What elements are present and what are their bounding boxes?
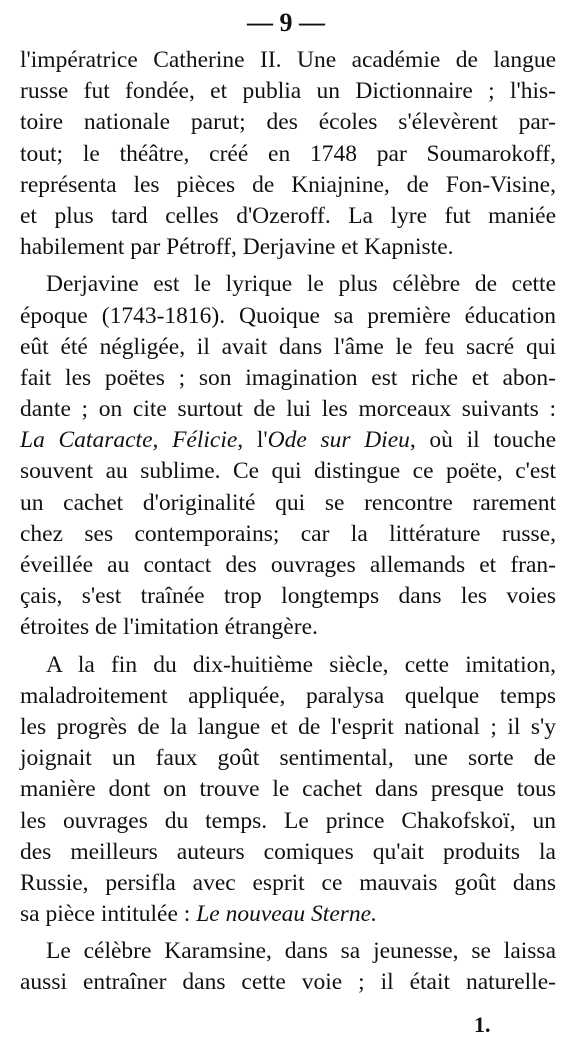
text-line: dante ; on cite surtout de lui les morceaux suivants : bbox=[20, 396, 556, 423]
text-line: maladroitement appliquée, paralysa quelque temps bbox=[20, 682, 556, 709]
work-title: Ode sur Dieu bbox=[267, 427, 410, 454]
text-line: russe fut fondée, et publia un Dictionnaire ; l'his- bbox=[20, 78, 556, 105]
text-line: des meilleurs auteurs comiques qu'ait produits la bbox=[20, 838, 556, 865]
page-number: — 9 — bbox=[247, 8, 325, 37]
work-title: Le nouveau Sterne. bbox=[196, 901, 377, 928]
text-line: çais, s'est traînée trop longtemps dans les voies bbox=[20, 583, 556, 610]
separator: , bbox=[152, 427, 173, 454]
paragraph-3 bbox=[20, 650, 556, 931]
text-line: fait les poëtes ; son imagination est riche et abon- bbox=[20, 364, 556, 391]
text-line: Le célèbre Karamsine, dans sa jeunesse, se laissa bbox=[46, 938, 556, 965]
text-line: éveillée au contact des ouvrages allemands et fran- bbox=[20, 552, 556, 578]
text-line: toire nationale parut; des écoles s'élevèrent par- bbox=[20, 109, 556, 136]
text-line-with-title bbox=[20, 899, 556, 930]
text-line-with-titles bbox=[20, 425, 556, 456]
text-line: les ouvrages du temps. Le prince Chakofskoï, un bbox=[20, 807, 556, 834]
text-line: étroites de l'imitation étrangère. bbox=[20, 614, 318, 641]
signature-mark: 1. bbox=[474, 1012, 491, 1037]
text-line: A la fin du dix-huitième siècle, cette imitation, bbox=[46, 651, 556, 678]
text-line: et plus tard celles d'Ozeroff. La lyre fut maniée bbox=[20, 202, 556, 229]
work-title: Félicie bbox=[172, 427, 238, 454]
text-line: chez ses contemporains; car la littérature russe, bbox=[20, 520, 556, 547]
text-line: époque (1743-1816). Quoique sa première éducation bbox=[20, 302, 556, 329]
line-prefix: sa pièce intitulée : bbox=[20, 901, 197, 928]
separator: , l' bbox=[237, 427, 268, 454]
text-line: souvent au sublime. Ce qui distingue ce poëte, c'est bbox=[20, 458, 556, 485]
text-line: Derjavine est le lyrique le plus célèbre de cette bbox=[46, 271, 556, 298]
text-line: un cachet d'originalité qui se rencontre rarement bbox=[20, 489, 556, 516]
text-body bbox=[20, 45, 556, 999]
work-title: La Cataracte bbox=[20, 427, 153, 454]
text-line: les progrès de la langue et de l'esprit national ; il s'y bbox=[20, 713, 556, 740]
text-line: habilement par Pétroff, Derjavine et Kapniste. bbox=[20, 234, 454, 261]
text-line: l'impératrice Catherine II. Une académie de langue bbox=[20, 47, 556, 73]
text-line: tout; le théâtre, créé en 1748 par Soumarokoff, bbox=[20, 140, 556, 167]
text-line: joignait un faux goût sentimental, une sorte de bbox=[20, 745, 556, 772]
paragraph-2 bbox=[20, 269, 556, 643]
line-rest: , où il touche bbox=[409, 427, 557, 454]
text-line: manière dont on trouve le cachet dans presque tous bbox=[20, 776, 556, 803]
text-line: eût été négligée, il avait dans l'âme le feu sacré qui bbox=[20, 333, 556, 360]
paragraph-4 bbox=[20, 936, 556, 998]
paragraph-1 bbox=[20, 45, 556, 263]
text-line: représenta les pièces de Kniajnine, de Fon-Visine, bbox=[20, 171, 556, 198]
text-line: Russie, persifla avec esprit ce mauvais goût dans bbox=[20, 869, 556, 896]
text-line: aussi entraîner dans cette voie ; il était naturelle- bbox=[20, 969, 556, 996]
